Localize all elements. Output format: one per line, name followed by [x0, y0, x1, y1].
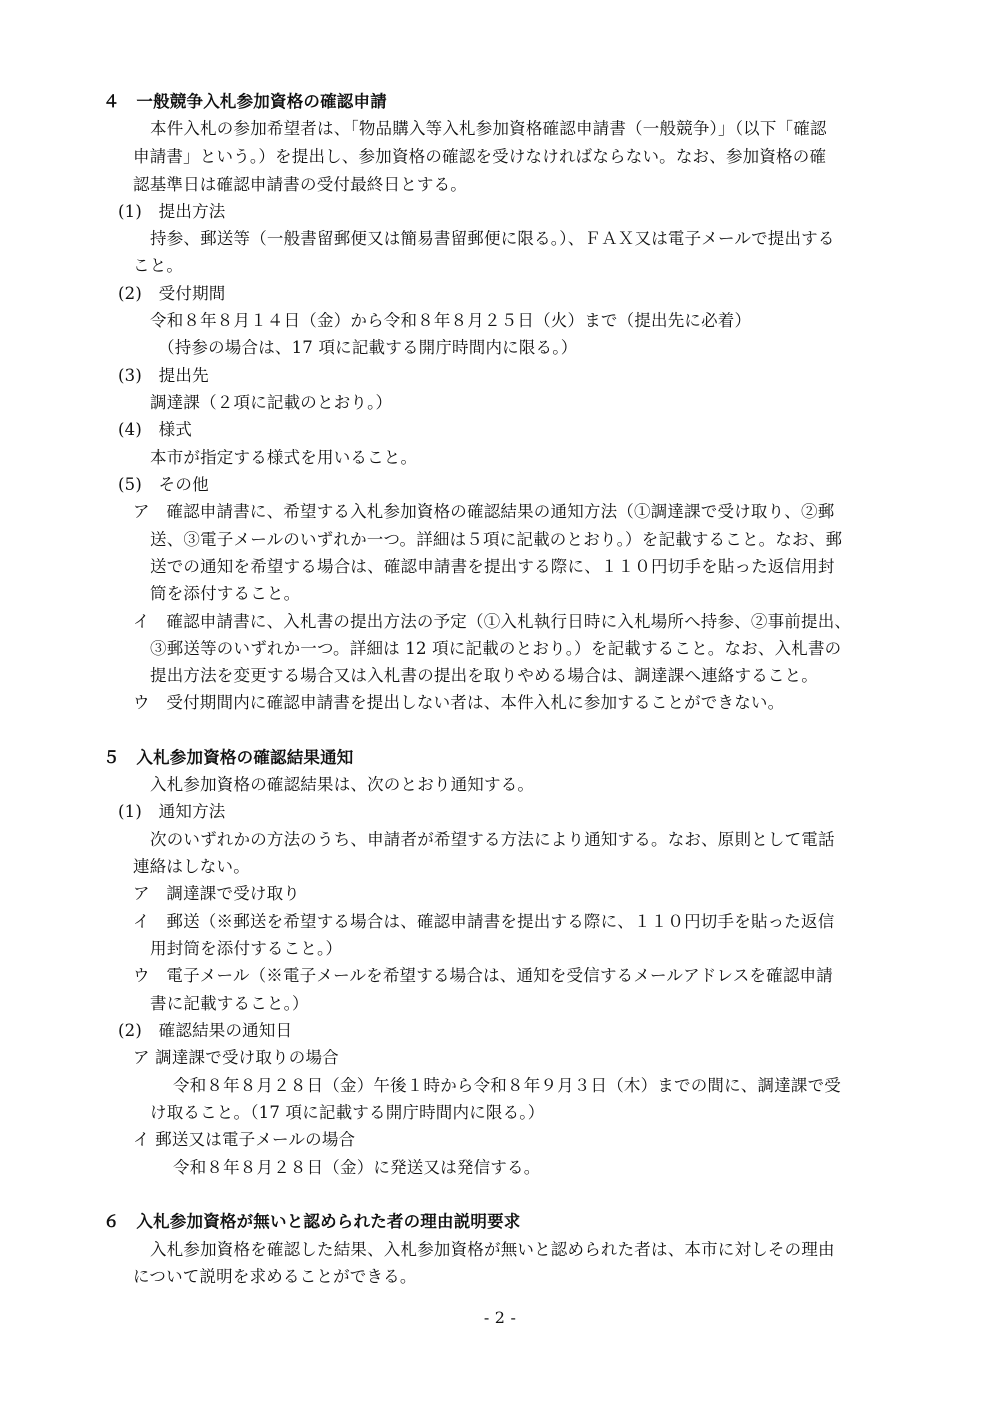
item-5-1-body-line-1: 次のいずれかの方法のうち、申請者が希望する方法により通知する。なお、原則として電話: [150, 830, 835, 849]
item-5-2-body-line-3: け取ること。（17 項に記載する開庁時間内に限る。）: [150, 1103, 545, 1122]
item-4-5-body-line-1: ア 確認申請書に、希望する入札参加資格の確認結果の通知方法（①調達課で受け取り、②郵: [133, 502, 835, 521]
item-5-2-heading: (2) 確認結果の通知日: [118, 1021, 293, 1040]
item-5-2-body-line-1: ア 調達課で受け取りの場合: [133, 1048, 339, 1067]
section-4-intro-line-3: 認基準日は確認申請書の受付最終日とする。: [133, 175, 467, 194]
section-6-heading: ６ 入札参加資格が無いと認められた者の理由説明要求: [103, 1212, 521, 1231]
item-4-1-body-line-2: こと。: [133, 256, 184, 275]
item-5-1-body-line-4: イ 郵送（※郵送を希望する場合は、確認申請書を提出する際に、１１０円切手を貼った返信: [133, 912, 835, 931]
item-4-5-body-line-8: ウ 受付期間内に確認申請書を提出しない者は、本件入札に参加することができない。: [133, 693, 785, 712]
page-number: - 2 -: [483, 1308, 517, 1327]
item-4-3-body-line-1: 調達課（２項に記載のとおり。）: [150, 393, 393, 412]
item-5-2-body-line-2: 令和８年８月２８日（金）午後１時から令和８年９月３日（木）までの間に、調達課で受: [173, 1076, 841, 1095]
item-5-1-body-line-6: ウ 電子メール（※電子メールを希望する場合は、通知を受信するメールアドレスを確認申請: [133, 966, 833, 985]
item-4-5-heading: (5) その他: [118, 475, 209, 494]
item-4-2-heading: (2) 受付期間: [118, 284, 226, 303]
item-4-4-heading: (4) 様式: [118, 420, 193, 439]
item-4-1-heading: (1) 提出方法: [118, 202, 226, 221]
item-5-1-heading: (1) 通知方法: [118, 802, 226, 821]
item-5-1-body-line-5: 用封筒を添付すること。）: [150, 939, 343, 958]
item-4-5-body-line-3: 送での通知を希望する場合は、確認申請書を提出する際に、１１０円切手を貼った返信用封: [150, 557, 835, 576]
item-4-2-body-line-1: 令和８年８月１４日（金）から令和８年８月２５日（火）まで（提出先に必着）: [150, 311, 752, 330]
section-5-heading: ５ 入札参加資格の確認結果通知: [103, 748, 354, 767]
item-4-5-body-line-4: 筒を添付すること。: [150, 584, 301, 603]
item-4-1-body-line-1: 持参、郵送等（一般書留郵便又は簡易書留郵便に限る。）、ＦＡＸ又は電子メールで提出する: [150, 229, 835, 248]
item-4-3-heading: (3) 提出先: [118, 366, 209, 385]
item-4-5-body-line-5: イ 確認申請書に、入札書の提出方法の予定（①入札執行日時に入札場所へ持参、②事前提出、: [133, 612, 852, 631]
item-5-1-body-line-7: 書に記載すること。）: [150, 994, 309, 1013]
item-5-2-body-line-4: イ 郵送又は電子メールの場合: [133, 1130, 356, 1149]
section-6-intro-line-1: 入札参加資格を確認した結果、入札参加資格が無いと認められた者は、本市に対しその理由: [150, 1240, 835, 1259]
section-4-intro-line-2: 申請書」という。）を提出し、参加資格の確認を受けなければならない。なお、参加資格の確: [133, 147, 827, 166]
section-5-intro-line-1: 入札参加資格の確認結果は、次のとおり通知する。: [150, 775, 535, 794]
item-5-2-body-line-5: 令和８年８月２８日（金）に発送又は発信する。: [173, 1158, 541, 1177]
section-4-heading: ４ 一般競争入札参加資格の確認申請: [103, 92, 387, 111]
section-6-intro-line-2: について説明を求めることができる。: [133, 1267, 417, 1286]
item-5-1-body-line-3: ア 調達課で受け取り: [133, 884, 300, 903]
item-4-5-body-line-2: 送、③電子メールのいずれか一つ。詳細は５項に記載のとおり。）を記載すること。なお、郵: [150, 530, 843, 549]
item-4-2-body-line-2: （持参の場合は、17 項に記載する開庁時間内に限る。）: [158, 338, 578, 357]
item-4-5-body-line-7: 提出方法を変更する場合又は入札書の提出を取りやめる場合は、調達課へ連絡すること。: [150, 666, 818, 685]
item-4-5-body-line-6: ③郵送等のいずれか一つ。詳細は 12 項に記載のとおり。）を記載すること。なお、入札書の: [150, 639, 842, 658]
section-4-intro-line-1: 本件入札の参加希望者は、「物品購入等入札参加資格確認申請書（一般競争）」（以下「確認: [150, 119, 827, 138]
item-4-4-body-line-1: 本市が指定する様式を用いること。: [150, 448, 418, 467]
item-5-1-body-line-2: 連絡はしない。: [133, 857, 250, 876]
